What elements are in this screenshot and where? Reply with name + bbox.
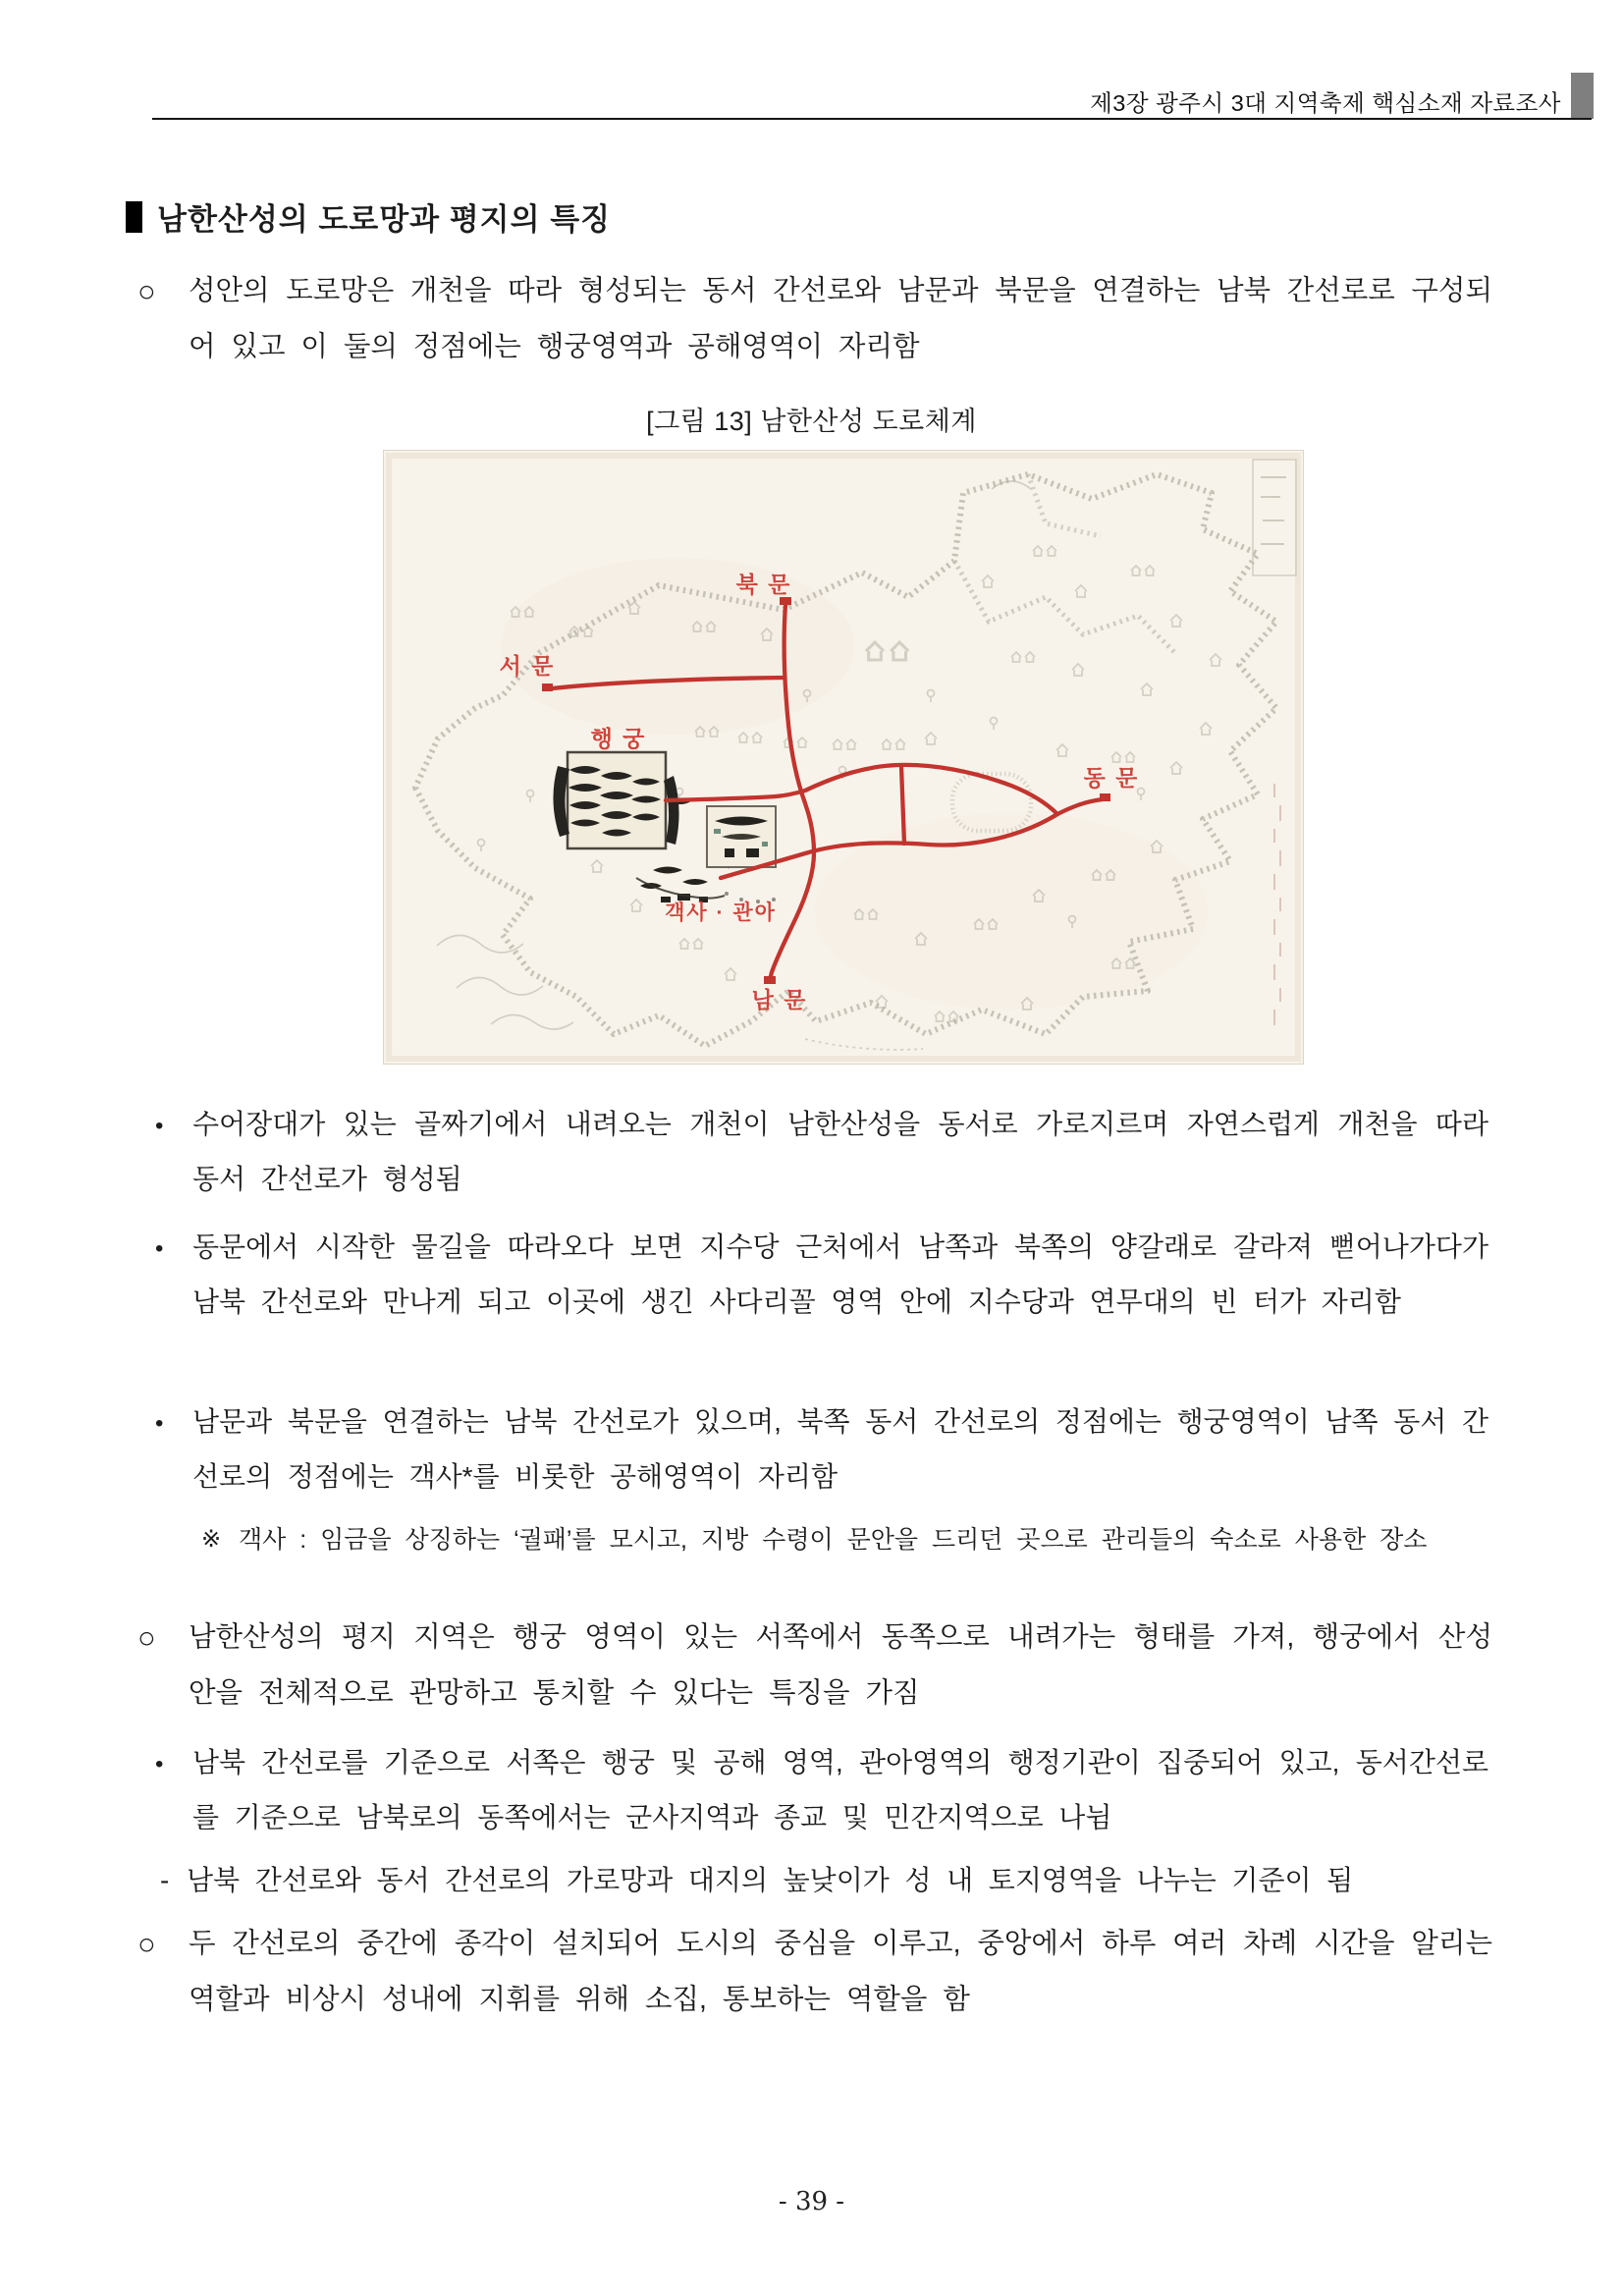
label-offices: 객사 · 관아 — [665, 902, 777, 924]
label-west-gate: 서 문 — [499, 653, 556, 679]
footnote-text: 객사 : 임금을 상징하는 ‘궐패’를 모시고, 지방 수령이 문안을 드리던 곳으로 관리들의 숙소로 사용한 장소 — [239, 1526, 1428, 1554]
circle-marker: ○ — [137, 274, 156, 308]
dot-marker: • — [155, 1113, 164, 1139]
bullet-text: 남북 간선로를 기준으로 서쪽은 행궁 및 공해 영역, 관아영역의 행정기관이 집중되어 있고, 동서간선로를 기준으로 남북로의 동쪽에서는 군사지역과 종교 및 민간지역으로 나뉨 — [192, 1747, 1488, 1832]
north-gate-mark — [780, 597, 791, 605]
footnote-gaeksa — [201, 1518, 1488, 1561]
page-number: - 39 - — [778, 2187, 845, 2216]
paragraph-text: 성안의 도로망은 개천을 따라 형성되는 동서 간선로와 남문과 북문을 연결하는 남북 간선로로 구성되어 있고 이 둘의 정점에는 행궁영역과 공해영역이 자리함 — [189, 275, 1492, 362]
dash-text: 남북 간선로와 동서 간선로의 가로망과 대지의 높낮이가 성 내 토지영역을 나누는 기준이 됨 — [187, 1865, 1354, 1895]
note-marker: ※ — [201, 1526, 222, 1553]
gaeksa-compound — [707, 806, 776, 867]
bullet-text: 수어장대가 있는 골짜기에서 내려오는 개천이 남한산성을 동서로 가로지르며 자연스럽게 개천을 따라 동서 간선로가 형성됨 — [192, 1109, 1488, 1194]
figure-caption: [그림 13] 남한산성 도로체계 — [646, 407, 977, 436]
bullet-text: 남문과 북문을 연결하는 남북 간선로가 있으며, 북쪽 동서 간선로의 정점에는 행궁영역이 남쪽 동서 간선로의 정점에는 객사*를 비롯한 공해영역이 자리함 — [192, 1406, 1488, 1492]
map-paper — [383, 450, 1304, 1065]
dash-land-division — [160, 1853, 1535, 1908]
label-east-gate: 동 문 — [1083, 765, 1140, 791]
dot-marker: • — [155, 1751, 164, 1777]
label-palace: 행 궁 — [590, 726, 647, 751]
figure-map — [383, 450, 1304, 1065]
namhansanseong-map — [383, 450, 1304, 1065]
bullet-east-gate-stream — [155, 1220, 1488, 1330]
chapter-header: 제3장 광주시 3대 지역축제 핵심소재 자료조사 — [1090, 90, 1561, 116]
circle-marker: ○ — [137, 1620, 156, 1655]
label-north-gate: 북 문 — [735, 572, 792, 597]
paragraph-text: 남한산성의 평지 지역은 행궁 영역이 있는 서쪽에서 동쪽으로 내려가는 형태를 가져, 행궁에서 산성 안을 전체적으로 관망하고 통치할 수 있다는 특징을 가짐 — [189, 1621, 1492, 1709]
paragraph-bell-pavilion — [137, 1916, 1492, 2028]
title-bullet-bar — [126, 201, 142, 233]
header-rule — [152, 118, 1592, 120]
label-south-gate: 남 문 — [751, 987, 808, 1012]
dash-marker: - — [160, 1865, 170, 1895]
south-gate-mark — [764, 976, 776, 984]
chapter-header-block — [1571, 73, 1594, 119]
west-gate-mark — [542, 683, 553, 691]
bullet-zoning — [155, 1735, 1488, 1845]
paragraph-flat-area — [137, 1610, 1492, 1722]
section-title: 남한산성의 도로망과 평지의 특징 — [157, 202, 612, 237]
section-title-row — [126, 194, 611, 239]
bullet-text: 동문에서 시작한 물길을 따라오다 보면 지수당 근처에서 남쪽과 북쪽의 양갈래로 갈라져 뻗어나가다가 남북 간선로와 만나게 되고 이곳에 생긴 사다리꼴 영역 안에 지수당과 연무대의 빈 터가 자리함 — [192, 1231, 1488, 1317]
east-gate-mark — [1100, 793, 1110, 801]
bullet-north-south-road — [155, 1394, 1488, 1504]
paragraph-text: 두 간선로의 중간에 종각이 설치되어 도시의 중심을 이루고, 중앙에서 하루 여러 차례 시간을 알리는 역할과 비상시 성내에 지휘를 위해 소집, 통보하는 역할을 함 — [189, 1928, 1492, 2015]
dot-marker: • — [155, 1235, 164, 1262]
circle-marker: ○ — [137, 1927, 156, 1961]
dot-marker: • — [155, 1410, 164, 1437]
road-connector — [901, 767, 904, 844]
bullet-stream-road — [155, 1097, 1488, 1207]
paragraph-road-network — [137, 263, 1492, 375]
